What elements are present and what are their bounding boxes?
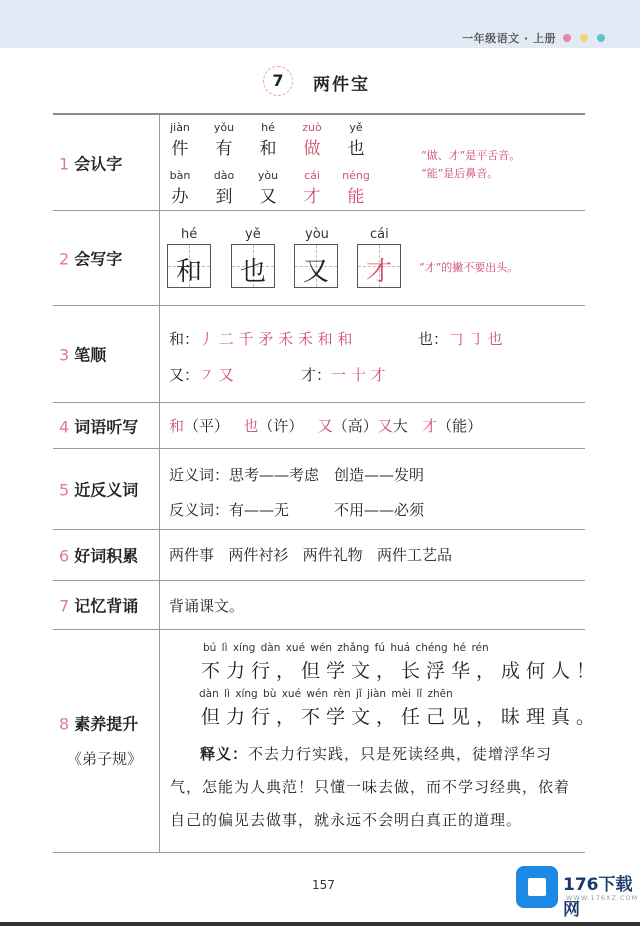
char-item: yě 也 <box>347 121 365 159</box>
writing-note: “才”的撇不要出头。 <box>419 261 519 274</box>
stroke-cai: 才：一 十 才 <box>301 366 386 384</box>
watermark-text: 176下载网 <box>563 875 633 920</box>
watermark-logo-icon <box>516 866 558 908</box>
row-label: 1 会认字 <box>53 115 160 210</box>
char-item: jiàn 件 <box>170 121 190 159</box>
char-item: hé 和 <box>259 121 277 159</box>
row-recitation <box>53 581 585 630</box>
row-label: 2 会写字 <box>53 211 160 305</box>
writing-grid: 又 <box>294 244 338 288</box>
pinyin: cái <box>370 227 389 242</box>
lesson-number: 7 <box>263 66 293 96</box>
writing-grid: 和 <box>167 244 211 288</box>
row-dictation <box>53 403 585 449</box>
vocab-words: 两件事 两件衬衫 两件礼物 两件工艺品 <box>169 546 452 564</box>
char-item: cái 才 <box>303 169 321 207</box>
antonyms: 反义词：有——无 不用——必须 <box>169 501 425 519</box>
pinyin: yòu <box>305 227 329 242</box>
row-label: 5 近反义词 <box>53 449 160 529</box>
row-label: 3 笔顺 <box>53 306 160 402</box>
row-label: 8 素养提升 《弟子规》 <box>53 630 160 852</box>
char-item: dào 到 <box>213 169 235 207</box>
char-item: yòu 又 <box>257 169 279 207</box>
char-item: zuò 做 <box>302 121 322 159</box>
row-write <box>53 211 585 306</box>
poem-line: 但力行，不学文，任己见，昧理真。 <box>201 706 602 728</box>
explanation: 释义：不去力行实践，只是死读经典，徒增浮华习气，怎能为人典范！只懂一味去做，而不学习经典，依着自己的偏见去做事，就永远不会明白真正的道理。 <box>170 745 571 829</box>
stroke-he: 和：丿 二 千 矛 禾 禾 和 和 <box>169 330 353 348</box>
poem-pinyin: bú lì xíng dàn xué wén zhǎng fú huá chéng hé rén <box>203 642 489 654</box>
lesson-title: 两件宝 <box>313 75 370 95</box>
pinyin: yě <box>245 227 261 242</box>
poem-line: 不力行，但学文，长浮华，成何人！ <box>201 660 602 682</box>
row-stroke-order <box>53 306 585 403</box>
yellow-dot-icon <box>580 34 588 42</box>
header-bar <box>0 0 640 48</box>
row-label: 6 好词积累 <box>53 530 160 580</box>
char-item: néng 能 <box>342 169 370 207</box>
row-recognize <box>53 115 585 211</box>
watermark-url: WWW.176XZ.COM <box>566 894 639 902</box>
row-label: 7 记忆背诵 <box>53 581 160 629</box>
book-title: 一年级语文 · 上册 <box>462 32 556 45</box>
pronunciation-note: “做、才”是平舌音。 <box>421 149 521 162</box>
char-item: bàn 办 <box>169 169 191 207</box>
bottom-edge <box>0 922 640 926</box>
writing-grid: 也 <box>231 244 275 288</box>
teal-dot-icon <box>597 34 605 42</box>
pink-dot-icon <box>563 34 571 42</box>
poem-pinyin: dàn lì xíng bù xué wén rèn jǐ jiàn mèi lǐ zhēn <box>199 688 453 700</box>
row-label: 4 词语听写 <box>53 403 160 448</box>
char-item: yǒu 有 <box>213 121 235 159</box>
synonyms: 近义词：思考——考虑 创造——发明 <box>169 466 425 484</box>
row-vocabulary <box>53 530 585 581</box>
pronunciation-note: “能”是后鼻音。 <box>421 167 499 180</box>
page-number: 157 <box>312 878 335 892</box>
source-title: 《弟子规》 <box>67 750 143 768</box>
dictation-words: 和（平） 也（许） 又（高）又大 才（能） <box>169 417 483 435</box>
stroke-ye: 也：𠃌 ㇆ 也 <box>418 330 503 348</box>
recitation-text: 背诵课文。 <box>169 597 245 615</box>
pinyin: hé <box>181 227 198 242</box>
stroke-you: 又：㇇ 又 <box>169 366 234 384</box>
row-synonyms <box>53 449 585 530</box>
writing-grid: 才 <box>357 244 401 288</box>
